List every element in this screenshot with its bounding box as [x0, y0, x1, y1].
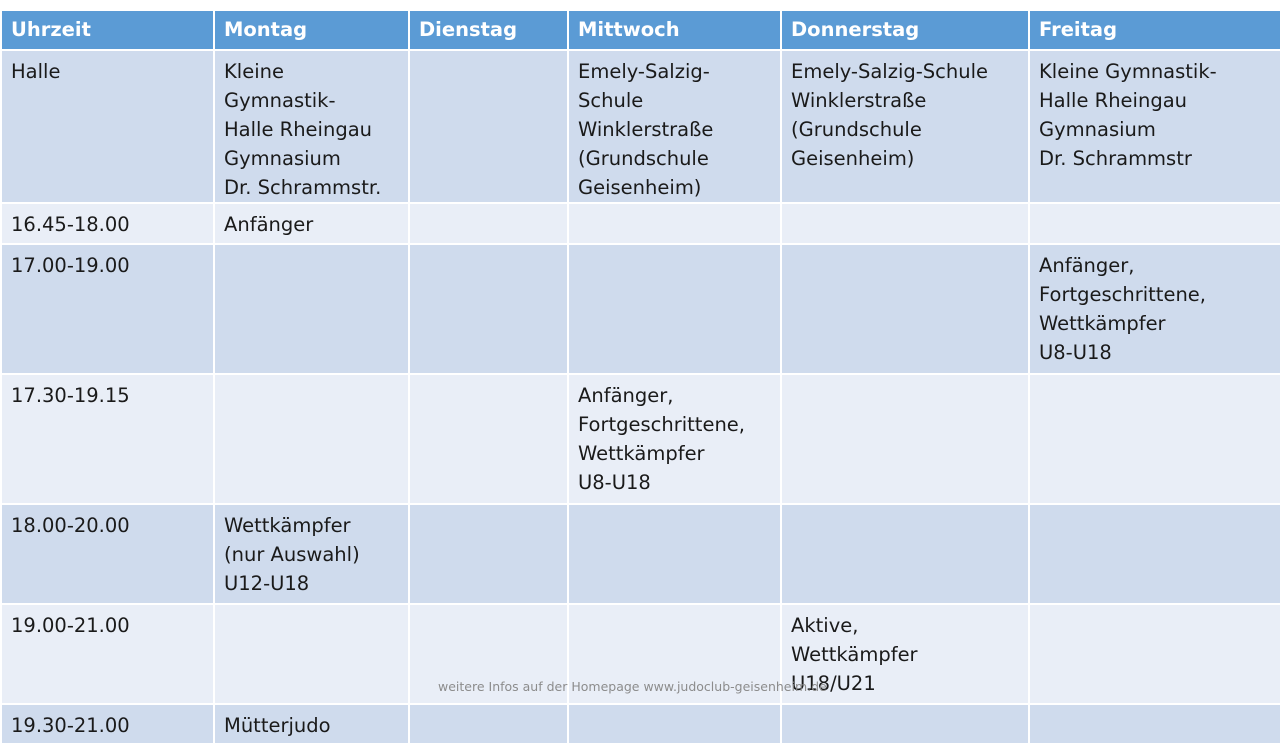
table-row: [1, 704, 1280, 744]
table-cell: [781, 244, 1029, 374]
table-cell: Wettkämpfer (nur Auswahl) U12-U18: [214, 504, 409, 604]
table-row: [1, 203, 1280, 244]
table-cell: [409, 374, 568, 504]
table-cell: [568, 704, 781, 744]
table-cell: [1029, 604, 1280, 704]
table-cell: Mütterjudo: [214, 704, 409, 744]
table-row: [1, 374, 1280, 504]
header-montag: Montag: [214, 10, 409, 50]
table-cell: [214, 604, 409, 704]
table-cell: [214, 374, 409, 504]
table-cell: [409, 704, 568, 744]
header-donnerstag: Donnerstag: [781, 10, 1029, 50]
table-cell: [781, 374, 1029, 504]
table-cell: [781, 504, 1029, 604]
table-cell: [1029, 704, 1280, 744]
table-cell: [568, 203, 781, 244]
table-cell: [568, 244, 781, 374]
table-row: [1, 244, 1280, 374]
header-dienstag: Dienstag: [409, 10, 568, 50]
table-cell: Aktive, Wettkämpfer U18/U21: [781, 604, 1029, 704]
table-cell: Emely-Salzig-Schule Winklerstraße (Grundschule Geisenheim): [781, 50, 1029, 203]
header-uhrzeit: Uhrzeit: [1, 10, 214, 50]
table-cell: [568, 504, 781, 604]
row-time-cell: 19.00-21.00: [1, 604, 214, 704]
table-cell: [214, 244, 409, 374]
table-row: [1, 504, 1280, 604]
table-cell: [409, 50, 568, 203]
homepage-note: weitere Infos auf der Homepage www.judoclub-geisenheim.de: [438, 679, 827, 694]
row-time-cell: 19.30-21.00: [1, 704, 214, 744]
row-time-cell: 16.45-18.00: [1, 203, 214, 244]
table-cell: [409, 203, 568, 244]
row-time-cell: 17.00-19.00: [1, 244, 214, 374]
table-cell: [1029, 203, 1280, 244]
table-cell: [781, 704, 1029, 744]
table-cell: [781, 203, 1029, 244]
row-time-cell: Halle: [1, 50, 214, 203]
table-cell: [1029, 374, 1280, 504]
table-cell: Emely-Salzig-Schule Winklerstraße (Grundschule Geisenheim): [568, 50, 781, 203]
table-cell: [409, 504, 568, 604]
row-time-cell: 17.30-19.15: [1, 374, 214, 504]
table-cell: Anfänger, Fortgeschrittene, Wettkämpfer U8-U18: [568, 374, 781, 504]
training-schedule-table: [0, 9, 1280, 745]
table-cell: [409, 244, 568, 374]
header-row: [1, 10, 1280, 50]
table-cell: Anfänger: [214, 203, 409, 244]
table-cell: Kleine Gymnastik- Halle Rheingau Gymnasium Dr. Schrammstr.: [214, 50, 409, 203]
table-row: [1, 50, 1280, 203]
table-cell: [1029, 504, 1280, 604]
header-freitag: Freitag: [1029, 10, 1280, 50]
row-time-cell: 18.00-20.00: [1, 504, 214, 604]
table-cell: Kleine Gymnastik- Halle Rheingau Gymnasium Dr. Schrammstr: [1029, 50, 1280, 203]
header-mittwoch: Mittwoch: [568, 10, 781, 50]
table-cell: Anfänger, Fortgeschrittene, Wettkämpfer U8-U18: [1029, 244, 1280, 374]
